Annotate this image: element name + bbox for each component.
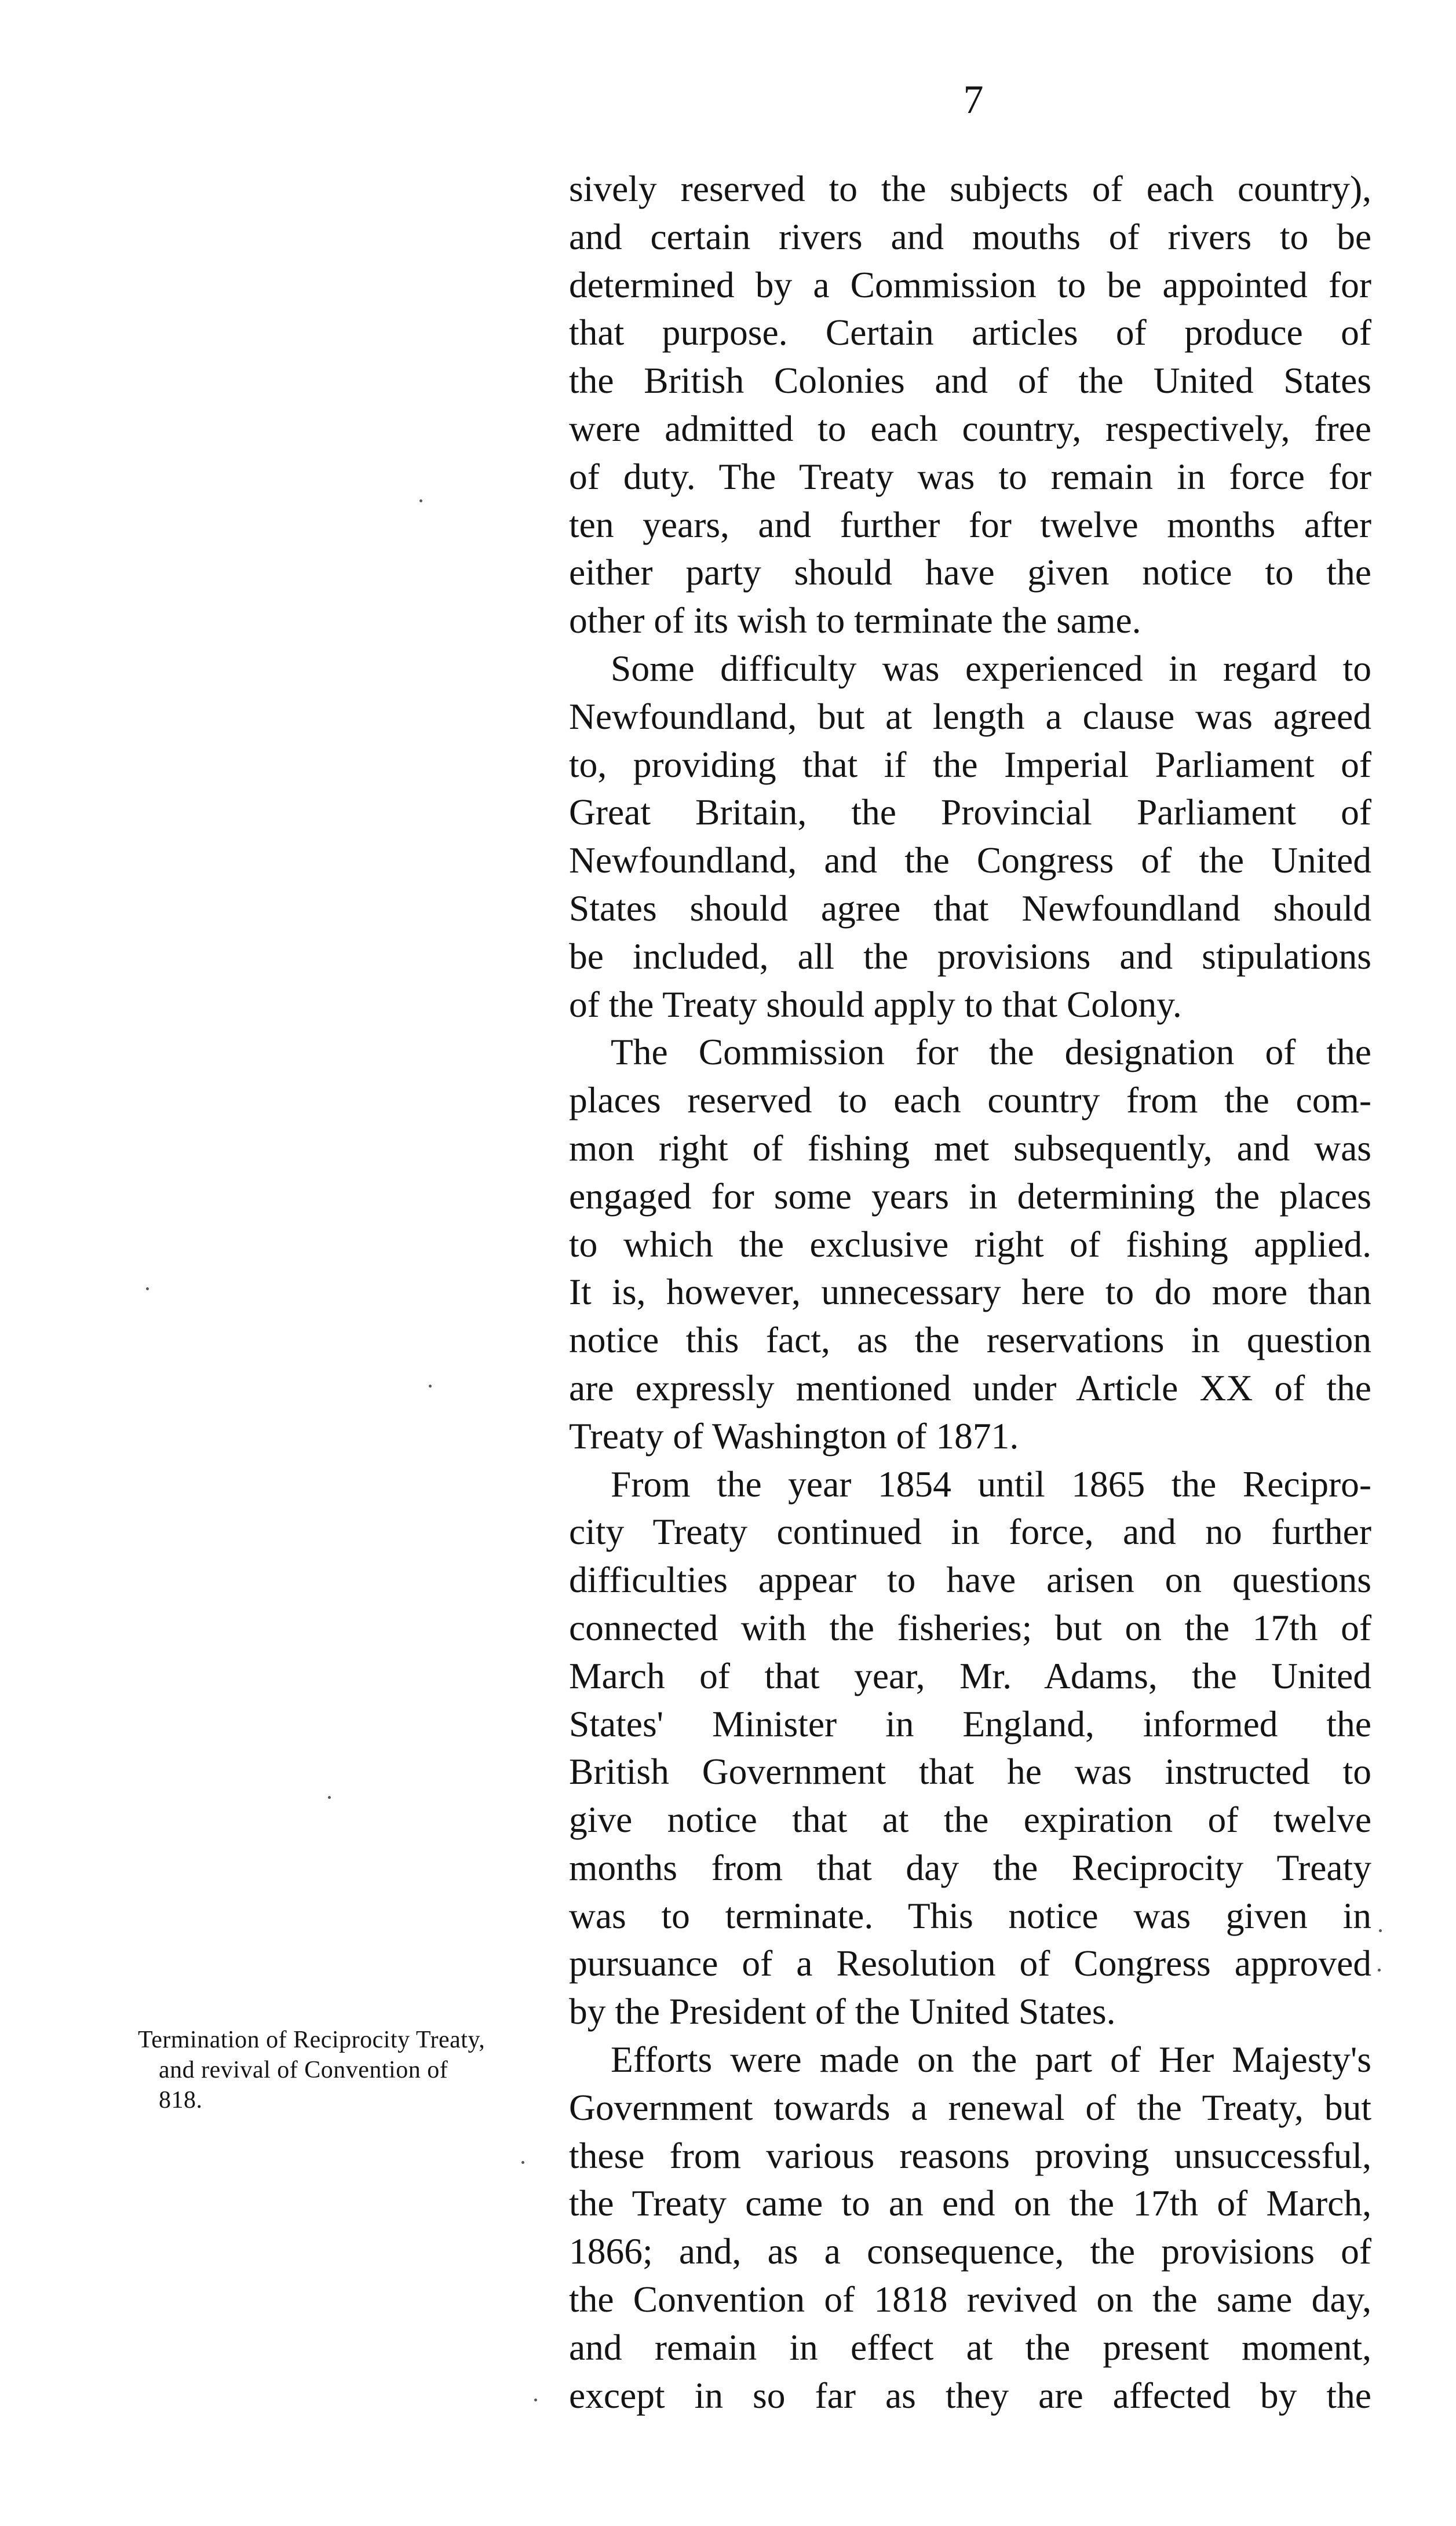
text-line: to which the exclusive right of fishing applied. <box>569 1223 1371 1265</box>
scan-speck <box>429 1385 432 1388</box>
text-line: sively reserved to the subjects of each country), <box>569 168 1371 209</box>
text-line: the Treaty came to an end on the 17th of March, <box>569 2182 1371 2224</box>
text-line: were admitted to each country, respectively, free <box>569 407 1371 449</box>
text-line: Treaty of Washington of 1871. <box>569 1415 1019 1457</box>
scan-speck <box>146 1287 149 1290</box>
text-line: and remain in effect at the present moment, <box>569 2326 1371 2368</box>
text-line: determined by a Commission to be appointed for <box>569 264 1371 305</box>
scan-speck <box>328 1796 331 1799</box>
margin-note <box>138 2025 555 2115</box>
text-line: Newfoundland, but at length a clause was agreed <box>569 695 1371 737</box>
text-line: States' Minister in England, informed the <box>569 1703 1371 1744</box>
text-line: and certain rivers and mouths of rivers to be <box>569 216 1371 257</box>
scan-speck <box>1379 1929 1382 1932</box>
paragraph <box>569 165 1371 645</box>
margin-note-line: Termination of Reciprocity Treaty, <box>138 2027 486 2053</box>
text-line: British Government that he was instructed to <box>569 1751 1371 1793</box>
text-line: March of that year, Mr. Adams, the United <box>569 1655 1371 1696</box>
text-line: Some difficulty was experienced in regard to <box>611 647 1371 689</box>
text-line: mon right of fishing met subsequently, and was <box>569 1127 1371 1169</box>
text-line: difficulties appear to have arisen on questions <box>569 1559 1371 1601</box>
text-line: the Convention of 1818 revived on the same day, <box>569 2279 1371 2320</box>
text-line: be included, all the provisions and stipulations <box>569 935 1371 977</box>
text-line: except in so far as they are affected by the <box>569 2374 1371 2416</box>
text-line: notice this fact, as the reservations in question <box>569 1319 1371 1361</box>
text-line: other of its wish to terminate the same. <box>569 600 1141 641</box>
text-line: either party should have given notice to the <box>569 552 1371 593</box>
text-line: States should agree that Newfoundland should <box>569 887 1371 929</box>
text-line: From the year 1854 until 1865 the Recipro- <box>611 1463 1371 1505</box>
scan-speck <box>419 499 422 502</box>
text-line: city Treaty continued in force, and no further <box>569 1511 1371 1553</box>
page-number: 7 <box>963 78 984 122</box>
text-line: give notice that at the expiration of twelve <box>569 1799 1371 1841</box>
text-line: It is, however, unnecessary here to do more than <box>569 1271 1371 1313</box>
text-line: pursuance of a Resolution of Congress approved <box>569 1943 1371 1984</box>
scan-speck <box>534 2399 537 2401</box>
text-line: of the Treaty should apply to that Colony. <box>569 983 1182 1025</box>
text-line: the British Colonies and of the United States <box>569 360 1371 401</box>
text-line: was to terminate. This notice was given in <box>569 1895 1371 1936</box>
text-line: engaged for some years in determining the places <box>569 1175 1371 1217</box>
text-line: 1866; and, as a consequence, the provisions of <box>569 2231 1371 2272</box>
text-line: connected with the fisheries; but on the 17th of <box>569 1607 1371 1648</box>
text-line: of duty. The Treaty was to remain in force for <box>569 455 1371 497</box>
paragraph <box>569 2036 1371 2419</box>
text-line: to, providing that if the Imperial Parliament of <box>569 743 1371 785</box>
paragraph <box>569 1461 1371 2036</box>
text-line: are expressly mentioned under Article XX of the <box>569 1367 1371 1408</box>
text-line: ten years, and further for twelve months after <box>569 503 1371 545</box>
scan-speck <box>1378 1969 1381 1972</box>
text-line: months from that day the Reciprocity Treaty <box>569 1846 1371 1888</box>
text-line: these from various reasons proving unsuccessful, <box>569 2134 1371 2176</box>
body-text <box>569 165 1371 2419</box>
margin-note-line: and revival of Convention of <box>159 2057 448 2083</box>
text-line: Great Britain, the Provincial Parliament of <box>569 791 1371 833</box>
paragraph <box>569 645 1371 1028</box>
text-line: Newfoundland, and the Congress of the United <box>569 839 1371 881</box>
text-line: The Commission for the designation of the <box>611 1031 1371 1073</box>
text-line: by the President of the United States. <box>569 1991 1116 2032</box>
text-line: Government towards a renewal of the Treaty, but <box>569 2086 1371 2128</box>
scan-speck <box>521 2161 524 2164</box>
paragraph <box>569 1028 1371 1460</box>
text-line: that purpose. Certain articles of produce of <box>569 312 1371 353</box>
text-line: Efforts were made on the part of Her Majesty's <box>611 2039 1371 2080</box>
margin-note-line: 818. <box>159 2087 203 2113</box>
text-line: places reserved to each country from the com- <box>569 1079 1371 1121</box>
